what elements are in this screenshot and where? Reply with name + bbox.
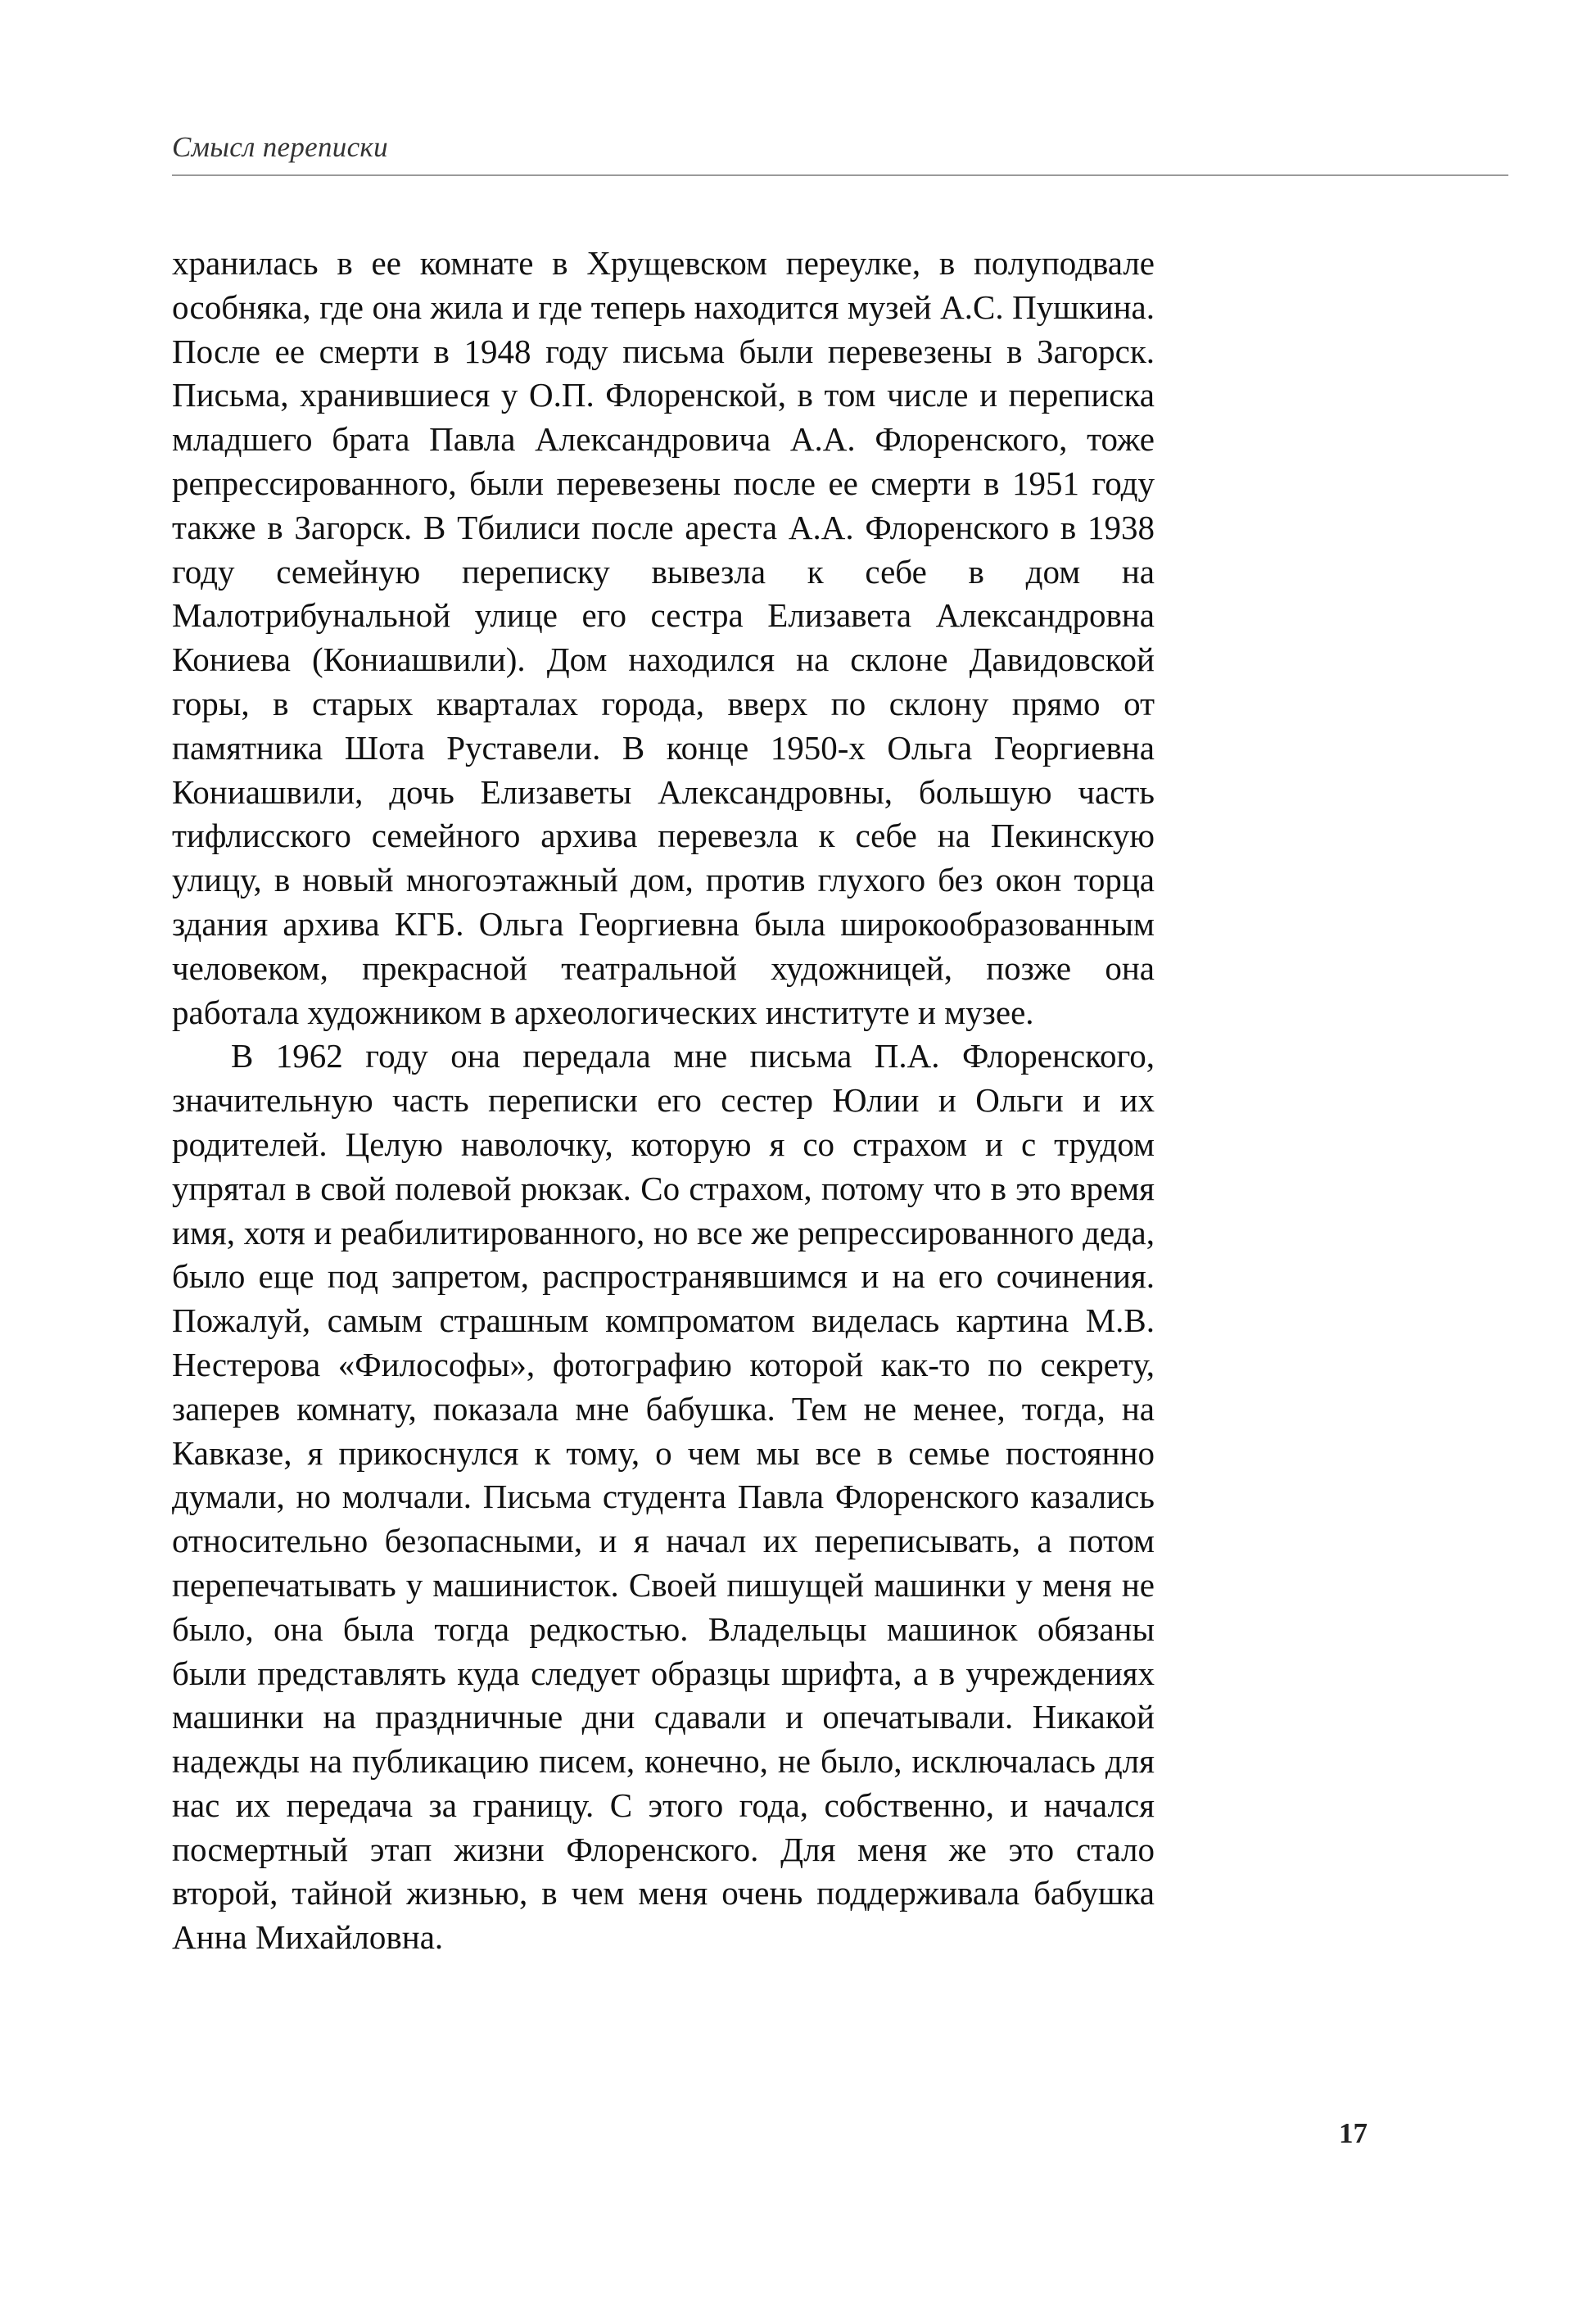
paragraph-2: В 1962 году она передала мне письма П.А. Флоренского, значительную часть переписки его сестер Юлии и Ольги и их родителей. Целую наволочку, которую я со страхом и с трудом упрятал в свой полевой рюкзак. Со страхом, потому что в это время имя, хотя и реабилитированного, но все же репрессированного деда, было еще под запретом, распространявшимся и на его сочинения. Пожалуй, самым страшным компроматом виделась картина М.В. Нестерова «Философы», фотографию которой как-то по секрету, заперев комнату, показала мне бабушка. Тем не менее, тогда, на Кавказе, я прикоснулся к тому, о чем мы все в семье постоянно думали, но молчали. Письма студента Павла Флоренского казались относительно безопасными, и я начал их переписывать, а потом перепечатывать у машинисток. Своей пишущей машинки у меня не было, она была тогда редкостью. Владельцы машинок обязаны были представлять куда следует образцы шрифта, а в учреждениях машинки на праздничные дни сдавали и опечатывали. Никакой надежды на публикацию писем, конечно, не было, исключалась для нас их передача за границу. С этого года, собственно, и начался посмертный этап жизни Флоренского. Для меня же это стало второй, тайной жизнью, в чем меня очень поддерживала бабушка Анна Михайловна. [172, 1037, 1155, 1957]
body-text [172, 242, 1155, 1960]
page-number: 17 [1339, 2117, 1368, 2149]
running-head: Смысл переписки [172, 131, 388, 163]
header-rule [172, 174, 1508, 176]
paragraph-1: хранилась в ее комнате в Хрущевском переулке, в полуподвале особняка, где она жила и где теперь находится музей А.С. Пушкина. После ее смерти в 1948 году письма были перевезены в Загорск. Письма, хранившиеся у О.П. Флоренской, в том числе и переписка младшего брата Павла Александровича А.А. Флоренского, тоже репрессированного, были перевезены после ее смерти в 1951 году также в Загорск. В Тбилиси после ареста А.А. Флоренского в 1938 году семейную переписку вывезла к себе в дом на Малотрибунальной улице его сестра Елизавета Александровна Кониева (Кониашвили). Дом находился на склоне Давидовской горы, в старых кварталах города, вверх по склону прямо от памятника Шота Руставели. В конце 1950-х Ольга Георгиевна Кониашвили, дочь Елизаветы Александровны, большую часть тифлисского семейного архива перевезла к себе на Пекинскую улицу, в новый многоэтажный дом, против глухого без окон торца здания архива КГБ. Ольга Георгиевна была широкообразованным человеком, прекрасной театральной художницей, позже она работала художником в археологических институте и музее. [172, 244, 1155, 1031]
